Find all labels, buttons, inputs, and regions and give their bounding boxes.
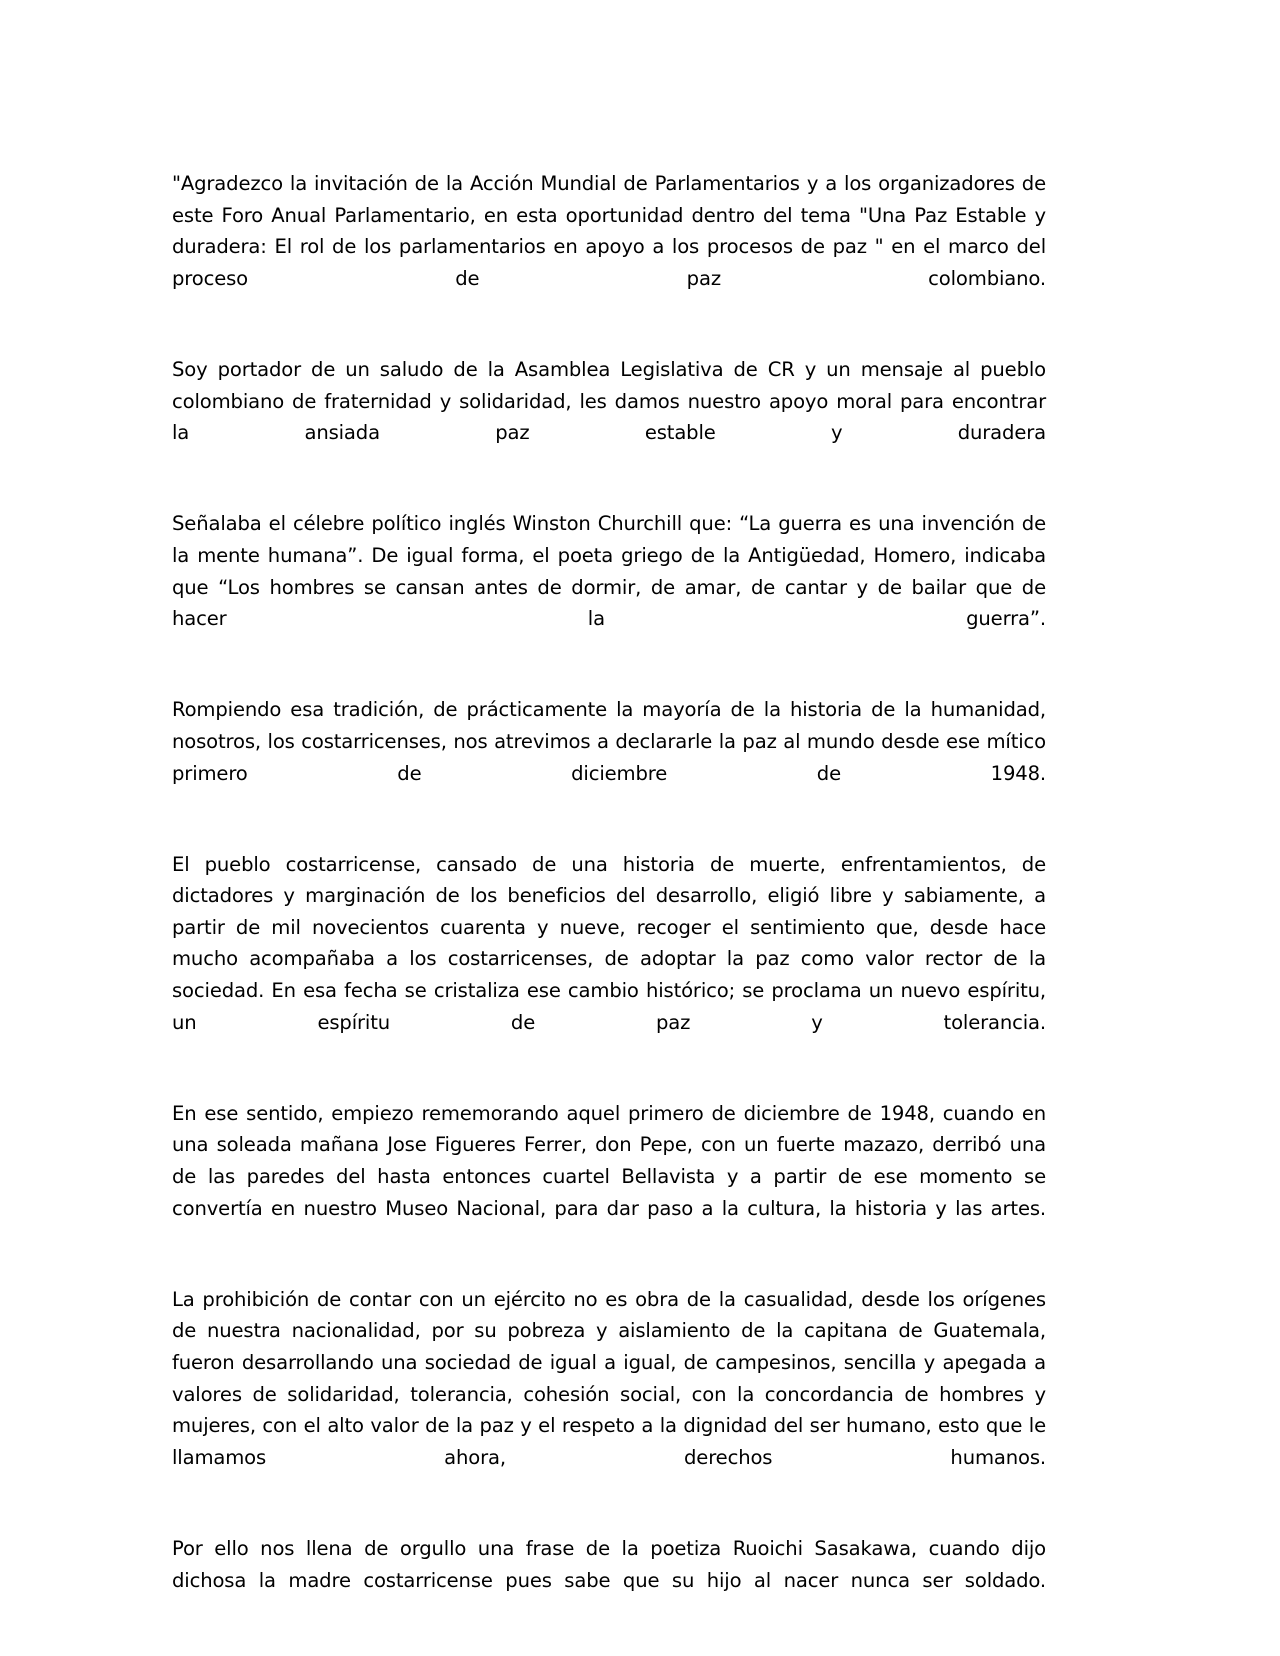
paragraph-2: Soy portador de un saludo de la Asamblea Legislativa de CR y un mensaje al pueblo colombiano de fraternidad y solidaridad, les damos nuestro apoyo moral para encontrar la ansiada paz estable y duradera <box>172 357 1046 445</box>
paragraph-5: El pueblo costarricense, cansado de una historia de muerte, enfrentamientos, de dictadores y marginación de los beneficios del desarrollo, eligió libre y sabiamente, a partir de mil novecientos cuarenta y nueve, recoger el sentimiento que, desde hace mucho acompañaba a los costarricenses, de adoptar la paz como valor rector de la sociedad. En esa fecha se cristaliza ese cambio histórico; se proclama un nuevo espíritu, un espíritu de paz y tolerancia. <box>172 852 1046 1034</box>
paragraph-1: "Agradezco la invitación de la Acción Mundial de Parlamentarios y a los organizadores de este Foro Anual Parlamentario, en esta oportunidad dentro del tema "Una Paz Estable y duradera: El rol de los parlamentarios en apoyo a los procesos de paz " en el marco del proceso de paz colombiano. <box>172 172 1046 290</box>
paragraph-6: En ese sentido, empiezo rememorando aquel primero de diciembre de 1948, cuando en una soleada mañana Jose Figueres Ferrer, don Pepe, con un fuerte mazazo, derribó una de las paredes del hasta entonces cuartel Bellavista y a partir de ese momento se convertía en nuestro Museo Nacional, para dar paso a la cultura, la historia y las artes. <box>172 1101 1046 1220</box>
paragraph-7: La prohibición de contar con un ejército no es obra de la casualidad, desde los orígenes de nuestra nacionalidad, por su pobreza y aislamiento de la capitana de Guatemala, fueron desarrollando una sociedad de igual a igual, de campesinos, sencilla y apegada a valores de solidaridad, tolerancia, cohesión social, con la concordancia de hombres y mujeres, con el alto valor de la paz y el respeto a la dignidad del ser humano, esto que le llamamos ahora, derechos humanos. <box>172 1287 1046 1469</box>
paragraph-8: Por ello nos llena de orgullo una frase de la poetiza Ruoichi Sasakawa, cuando dijo dichosa la madre costarricense pues sabe que su hijo al nacer nunca ser soldado. <box>172 1536 1046 1592</box>
paragraph-3: Señalaba el célebre político inglés Winston Churchill que: “La guerra es una invención de la mente humana”. De igual forma, el poeta griego de la Antigüedad, Homero, indicaba que “Los hombres se cansan antes de dormir, de amar, de cantar y de bailar que de hacer la guerra”. <box>172 512 1046 631</box>
paragraph-4: Rompiendo esa tradición, de prácticamente la mayoría de la historia de la humanidad, nosotros, los costarricenses, nos atrevimos a declararle la paz al mundo desde ese mítico primero de diciembre de 1948. <box>172 698 1046 785</box>
document-body <box>172 168 1046 1628</box>
